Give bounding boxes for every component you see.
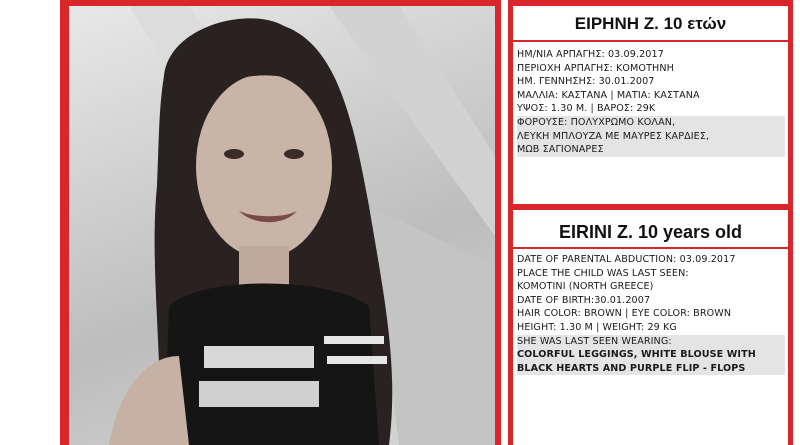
greek-line: ΜΑΛΛΙΑ: ΚΑΣΤΑΝΑ | ΜΑΤΙΑ: ΚΑΣΤΑΝΑ: [517, 89, 700, 101]
english-line: HAIR COLOR: BROWN | EYE COLOR: BROWN: [517, 308, 732, 320]
english-line: SHE WAS LAST SEEN WEARING:: [517, 335, 785, 349]
english-line: DATE OF PARENTAL ABDUCTION: 03.09.2017: [517, 254, 736, 265]
english-line: BLACK HEARTS AND PURPLE FLIP - FLOPS: [517, 362, 785, 376]
english-line: COLORFUL LEGGINGS, WHITE BLOUSE WITH: [517, 348, 785, 362]
child-photo: [69, 6, 495, 445]
greek-line: ΛΕΥΚΗ ΜΠΛΟΥΖΑ ΜΕ ΜΑΥΡΕΣ ΚΑΡΔΙΕΣ,: [517, 130, 785, 144]
info-panel: [513, 6, 788, 445]
greek-line: ΜΩΒ ΣΑΓΙΟΝΑΡΕΣ: [517, 143, 785, 157]
greek-details: [517, 48, 785, 157]
english-title-divider: [513, 247, 788, 249]
section-divider: [513, 204, 788, 210]
english-line: HEIGHT: 1.30 M | WEIGHT: 29 KG: [517, 321, 677, 333]
greek-title: ΕΙΡΗΝΗ Ζ. 10 ετών: [574, 14, 727, 33]
greek-line: ΦΟΡΟΥΣΕ: ΠΟΛΥΧΡΩΜΟ ΚΟΛΑΝ,: [517, 116, 785, 130]
greek-line: ΗΜ/ΝΙΑ ΑΡΠΑΓΗΣ: 03.09.2017: [517, 49, 664, 60]
greek-title-divider: [513, 40, 788, 42]
english-line: KOMOTINI (NORTH GREECE): [517, 281, 654, 293]
english-line: PLACE THE CHILD WAS LAST SEEN:: [517, 267, 689, 279]
greek-line: ΥΨΟΣ: 1.30 Μ. | ΒΑΡΟΣ: 29Κ: [517, 103, 656, 115]
english-details: [517, 253, 785, 375]
photo-illustration: [69, 6, 495, 445]
english-title: EIRINI Z. 10 years old: [558, 222, 743, 242]
greek-line: ΠΕΡΙΟΧΗ ΑΡΠΑΓΗΣ: ΚΟΜΟΤΗΝΗ: [517, 62, 674, 74]
greek-line: ΗΜ. ΓΕΝΝΗΣΗΣ: 30.01.2007: [517, 76, 655, 88]
english-line: DATE OF BIRTH:30.01.2007: [517, 294, 651, 306]
